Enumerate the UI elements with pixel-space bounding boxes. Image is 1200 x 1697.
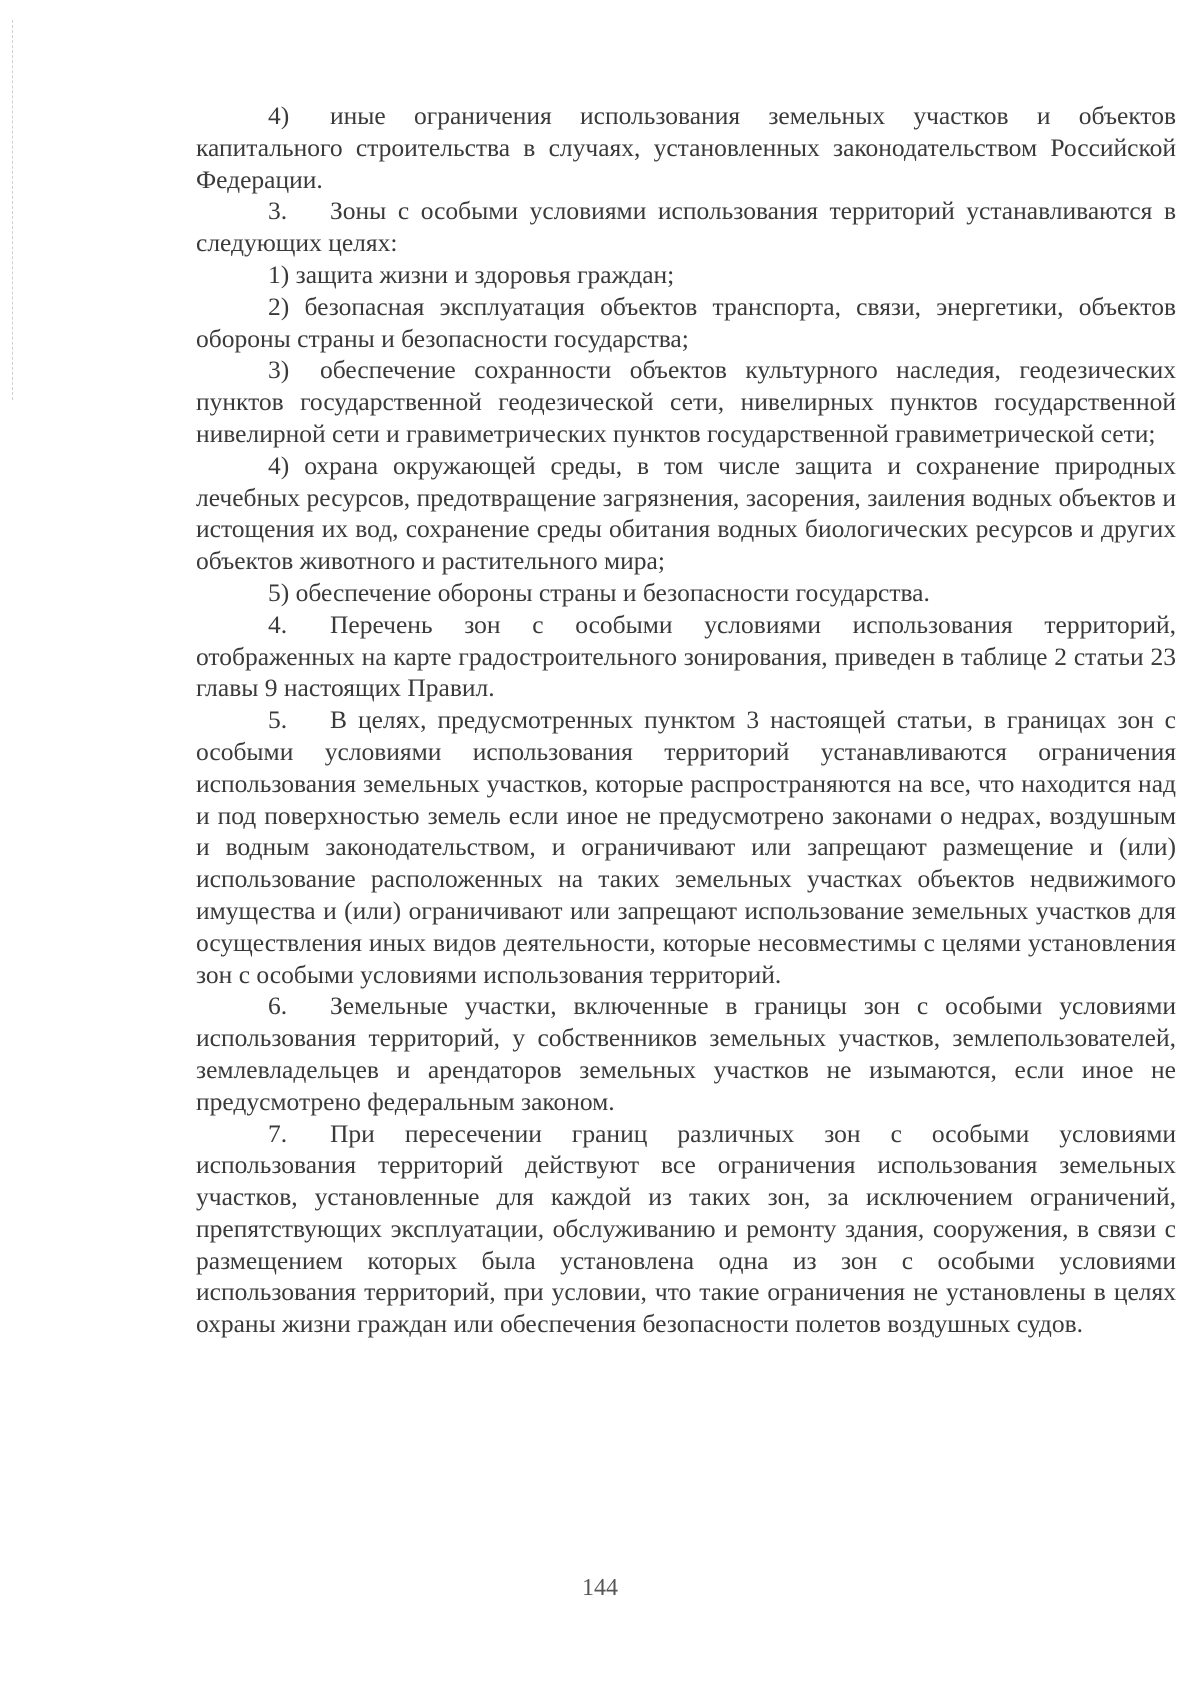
paragraph-number: 4. xyxy=(268,609,288,639)
subitem-5-defense xyxy=(196,577,1176,609)
paragraph-number: 3. xyxy=(268,196,288,226)
paragraph-text: безопасная эксплуатация объектов транспорта, связи, энергетики, объектов обороны страны и безопасности государства; xyxy=(196,291,1176,353)
paragraph-text: обеспечение сохранности объектов культурного наследия, геодезических пунктов государственной геодезической сети, нивелирных пунктов государственной нивелирной сети и гравиметрических пунктов государственной гравиметрической сети; xyxy=(196,355,1176,448)
paragraph-number: 6. xyxy=(268,991,288,1021)
paragraph-text: иные ограничения использования земельных участков и объектов капитального строительства в случаях, установленных законодательством Российской Федерации. xyxy=(196,101,1176,194)
page-number: 144 xyxy=(582,1575,618,1601)
paragraph-number: 5) xyxy=(268,577,290,607)
paragraph-item-4-other-restrictions xyxy=(196,100,1176,195)
paragraph-text: В целях, предусмотренных пунктом 3 настоящей статьи, в границах зон с особыми условиями использования территорий устанавливаются ограничения использования земельных участков, которые распространяются на все, что находится над и под поверхностью земель если иное не предусмотрено законами о недрах, воздушным и водным законодательством, и ограничивают или запрещают размещение и (или) использование расположенных на таких земельных участках объектов недвижимого имущества и (или) ограничивают или запрещают использование земельных участков для осуществления иных видов деятельности, которые несовместимы с целями установления зон с особыми условиями использования территорий. xyxy=(196,705,1176,989)
paragraph-number: 4) xyxy=(268,450,290,480)
body-text xyxy=(196,100,1176,1340)
paragraph-text: обеспечение обороны страны и безопасности государства. xyxy=(295,577,930,607)
scan-edge-mark xyxy=(12,20,14,400)
paragraph-number: 1) xyxy=(268,259,290,289)
paragraph-4-zone-list xyxy=(196,609,1176,704)
subitem-3-heritage-preservation xyxy=(196,354,1176,449)
paragraph-text: Зоны с особыми условиями использования территорий устанавливаются в следующих целях: xyxy=(196,196,1176,258)
paragraph-5-land-restrictions xyxy=(196,704,1176,990)
paragraph-3-zone-purposes xyxy=(196,195,1176,259)
paragraph-7-zone-intersection xyxy=(196,1118,1176,1341)
subitem-1-life-protection xyxy=(196,259,1176,291)
paragraph-number: 3) xyxy=(268,355,290,385)
paragraph-number: 4) xyxy=(268,101,290,130)
paragraph-number: 2) xyxy=(268,291,290,321)
paragraph-text: Земельные участки, включенные в границы зон с особыми условиями использования территорий, у собственников земельных участков, землепользователей, землевладельцев и арендаторов земельных участков не изымаются, если иное не предусмотрено федеральным законом. xyxy=(196,991,1176,1116)
subitem-2-safe-operation xyxy=(196,291,1176,355)
paragraph-text: охрана окружающей среды, в том числе защита и сохранение природных лечебных ресурсов, предотвращение загрязнения, засорения, заиления водных объектов и истощения их вод, сохранение среды обитания водных биологических ресурсов и других объектов животного и растительного мира; xyxy=(196,450,1177,576)
paragraph-number: 5. xyxy=(268,705,288,735)
paragraph-text: При пересечении границ различных зон с особыми условиями использования территорий действуют все ограничения использования земельных участков, установленные для каждой из таких зон, за исключением ограничений, препятствующих эксплуатации, обслуживанию и ремонту здания, сооружения, в связи с размещением которых была установлена одна из зон с особыми условиями использования территорий, при условии, что такие ограничения не установлены в целях охраны жизни граждан или обеспечения безопасности полетов воздушных судов. xyxy=(196,1118,1176,1339)
paragraph-number: 7. xyxy=(268,1118,288,1148)
paragraph-text: защита жизни и здоровья граждан; xyxy=(295,259,675,289)
paragraph-text: Перечень зон с особыми условиями использования территорий, отображенных на карте градостроительного зонирования, приведен в таблице 2 статьи 23 главы 9 настоящих Правил. xyxy=(196,609,1176,703)
subitem-4-environment-protection xyxy=(196,450,1176,577)
paragraph-6-no-seizure xyxy=(196,990,1176,1117)
